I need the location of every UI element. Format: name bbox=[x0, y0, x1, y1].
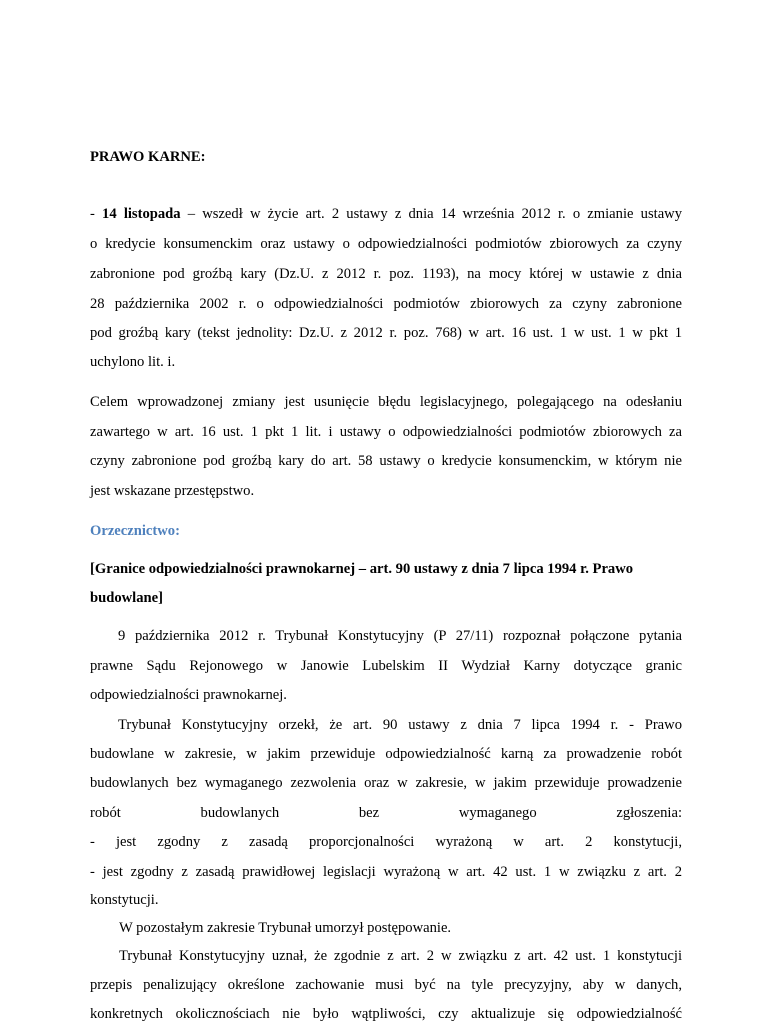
paragraph-2-line-2: zawartego w art. 16 ust. 1 pkt 1 lit. i ustawy o odpowiedzialności podmiotów zbiorowych za bbox=[90, 424, 682, 440]
paragraph-6-line-3: konkretnych okolicznościach nie było wątpliwości, czy aktualizuje się odpowiedzialność bbox=[90, 1006, 682, 1022]
paragraph-4-line-4: robót budowlanych bez wymaganego zgłoszenia: bbox=[90, 805, 682, 821]
paragraph-3-line-1: 9 października 2012 r. Trybunał Konstytucyjny (P 27/11) rozpoznał połączone pytania bbox=[118, 628, 682, 644]
paragraph-1-line-6: uchylono lit. i. bbox=[90, 354, 176, 370]
paragraph-4-line-3: budowlanych bez wymaganego zezwolenia oraz w zakresie, w jakim przewiduje prowadzenie bbox=[90, 775, 682, 791]
paragraph-2-line-3: czyny zabronione pod groźbą kary do art. 58 ustawy o kredycie konsumenckim, w którym nie bbox=[90, 453, 682, 469]
paragraph-2-line-4: jest wskazane przestępstwo. bbox=[90, 483, 255, 499]
paragraph-3-line-2: prawne Sądu Rejonowego w Janowie Lubelskim II Wydział Karny dotyczące granic bbox=[90, 658, 682, 674]
paragraph-1-line-4: 28 października 2002 r. o odpowiedzialności podmiotów zbiorowych za czyny zabronione bbox=[90, 296, 682, 312]
paragraph-6-line-2: przepis penalizujący określone zachowanie musi być na tyle precyzyjny, aby w danych, bbox=[90, 977, 682, 993]
date-highlight: 14 listopada bbox=[102, 206, 181, 222]
paragraph-2-line-1: Celem wprowadzonej zmiany jest usunięcie błędu legislacyjnego, polegającego na odesłaniu bbox=[90, 394, 682, 410]
paragraph-4-line-7: konstytucji. bbox=[90, 892, 159, 908]
paragraph-4-line-2: budowlane w zakresie, w jakim przewiduje odpowiedzialność karną za prowadzenie robót bbox=[90, 746, 682, 762]
paragraph-4-line-1: Trybunał Konstytucyjny orzekł, że art. 90 ustawy z dnia 7 lipca 1994 r. - Prawo bbox=[118, 717, 682, 733]
paragraph-3-line-3: odpowiedzialności prawnokarnej. bbox=[90, 687, 287, 703]
paragraph-6-line-1: Trybunał Konstytucyjny uznał, że zgodnie z art. 2 w związku z art. 42 ust. 1 konstytucji bbox=[119, 948, 682, 964]
paragraph-4-line-6: - jest zgodny z zasadą prawidłowej legislacji wyrażoną w art. 42 ust. 1 w związku z art. 2 bbox=[90, 864, 682, 880]
paragraph-1-line-2: o kredycie konsumenckim oraz ustawy o odpowiedzialności podmiotów zbiorowych za czyny bbox=[90, 236, 682, 252]
paragraph-1-line-5: pod groźbą kary (tekst jednolity: Dz.U. z 2012 r. poz. 768) w art. 16 ust. 1 w ust. 1 w pkt 1 bbox=[90, 325, 682, 341]
paragraph-4-line-5: - jest zgodny z zasadą proporcjonalności wyrażoną w art. 2 konstytucji, bbox=[90, 834, 682, 850]
section-heading: PRAWO KARNE: bbox=[90, 149, 206, 165]
case-law-heading: Orzecznictwo: bbox=[90, 523, 180, 539]
case-title-line-1: [Granice odpowiedzialności prawnokarnej – art. 90 ustawy z dnia 7 lipca 1994 r. Prawo bbox=[90, 561, 634, 577]
paragraph-1-line-1: - 14 listopada – wszedł w życie art. 2 ustawy z dnia 14 września 2012 r. o zmianie ustawy bbox=[90, 206, 683, 222]
case-title-line-2: budowlane] bbox=[90, 590, 163, 606]
paragraph-1-line-3: zabronione pod groźbą kary (Dz.U. z 2012 r. poz. 1193), na mocy której w ustawie z dnia bbox=[90, 266, 682, 282]
paragraph-5: W pozostałym zakresie Trybunał umorzył postępowanie. bbox=[119, 920, 452, 936]
